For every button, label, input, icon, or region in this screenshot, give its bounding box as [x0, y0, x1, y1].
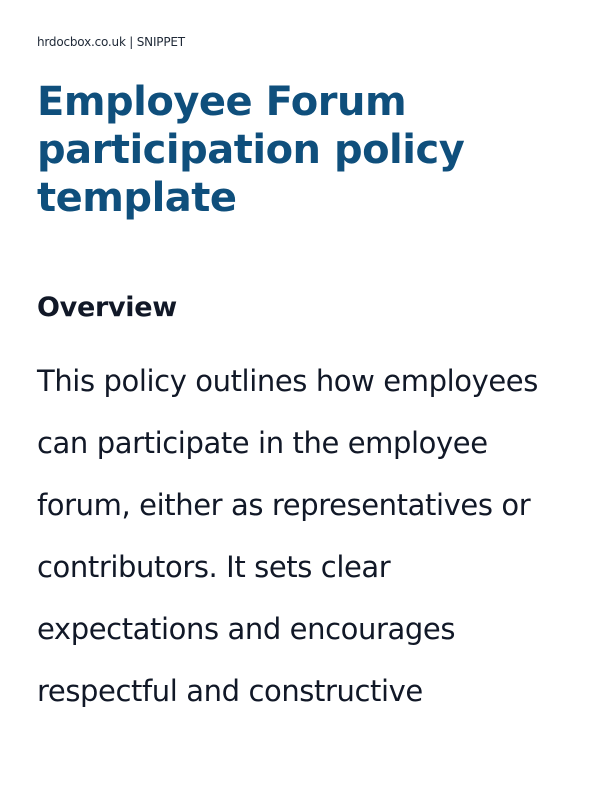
paragraph-line: This policy outlines how employees — [37, 364, 538, 398]
paragraph-line: can participate in the employee — [37, 426, 488, 460]
overview-paragraph — [37, 350, 538, 722]
paragraph-line: expectations and encourages — [37, 612, 456, 646]
section-heading: Overview — [37, 292, 177, 323]
title-line: participation policy — [37, 127, 465, 173]
paragraph-line: respectful and constructive — [37, 674, 423, 708]
source-label: hrdocbox.co.uk | SNIPPET — [37, 35, 185, 49]
paragraph-line: contributors. It sets clear — [37, 550, 391, 584]
title-line: template — [37, 175, 237, 221]
page-title — [37, 78, 464, 222]
title-line: Employee Forum — [37, 79, 407, 125]
paragraph-line: forum, either as representatives or — [37, 488, 531, 522]
